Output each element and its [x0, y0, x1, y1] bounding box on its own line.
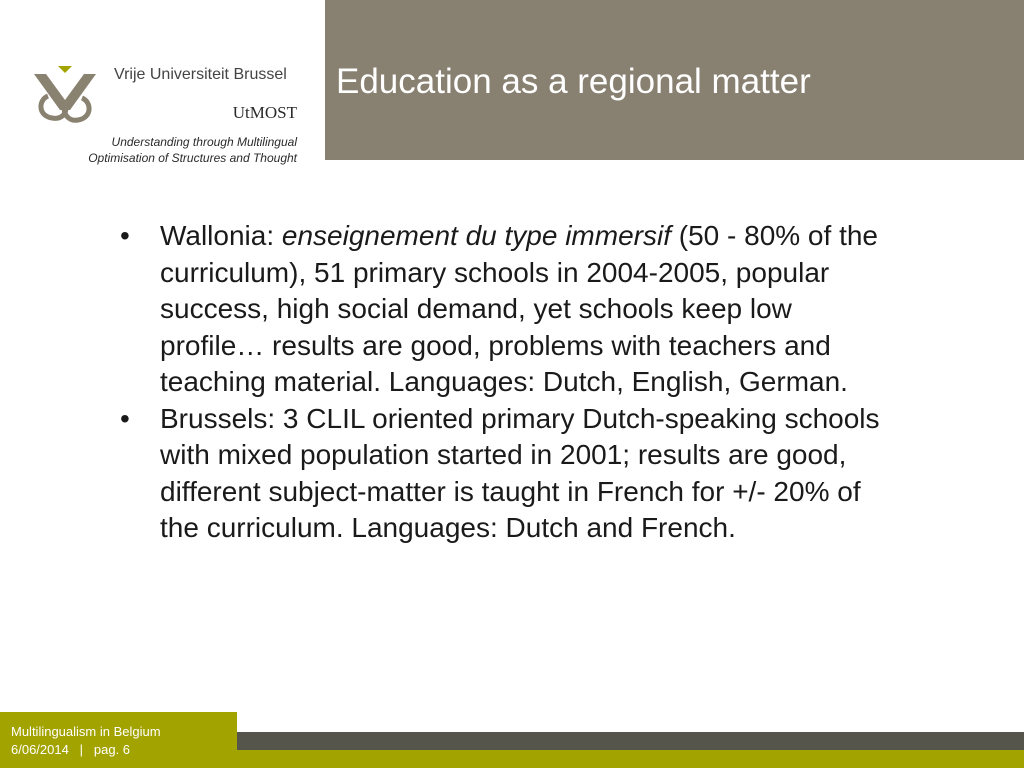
footer-date-page: 6/06/2014 | pag. 6	[11, 742, 131, 757]
bullet-list	[118, 218, 888, 547]
footer-presentation-title: Multilingualism in Belgium	[11, 724, 161, 739]
tagline-line-2: Optimisation of Structures and Thought	[88, 151, 297, 165]
university-name: Vrije Universiteit Brussel	[114, 66, 287, 83]
footer-dark-bar	[237, 732, 1024, 750]
tagline-line-1: Understanding through Multilingual	[111, 135, 297, 149]
footer-olive-bar	[237, 750, 1024, 768]
bullet-icon: •	[120, 402, 130, 434]
project-name: UtMOST	[232, 103, 297, 122]
vub-logo-icon	[30, 66, 100, 124]
project-tagline	[88, 134, 297, 166]
bullet-wallonia	[118, 218, 888, 401]
slide-content	[118, 218, 888, 547]
slide-title: Education as a regional matter	[336, 62, 811, 101]
bullet-wallonia-prefix: Wallonia:	[160, 220, 282, 251]
bullet-icon: •	[120, 220, 130, 251]
footer-label-box	[0, 712, 237, 768]
bullet-wallonia-emphasis: enseignement du type immersif	[281, 220, 671, 251]
bullet-brussels-text: Brussels: 3 CLIL oriented primary Dutch-speaking schools with mixed population started in 2001; results are good, different subject-matter is taught in French for +/- 20% of the curriculum. Languages: Dutch and French.	[160, 402, 880, 543]
bullet-wallonia-text: (50 - 80% of the curriculum), 51 primary schools in 2004-2005, popular success, high social demand, yet schools keep low profile… results are good, problems with teachers and teaching material. Languages: Dutch, English, German.	[160, 220, 878, 397]
bullet-brussels	[118, 401, 888, 547]
logo-area	[0, 0, 325, 170]
